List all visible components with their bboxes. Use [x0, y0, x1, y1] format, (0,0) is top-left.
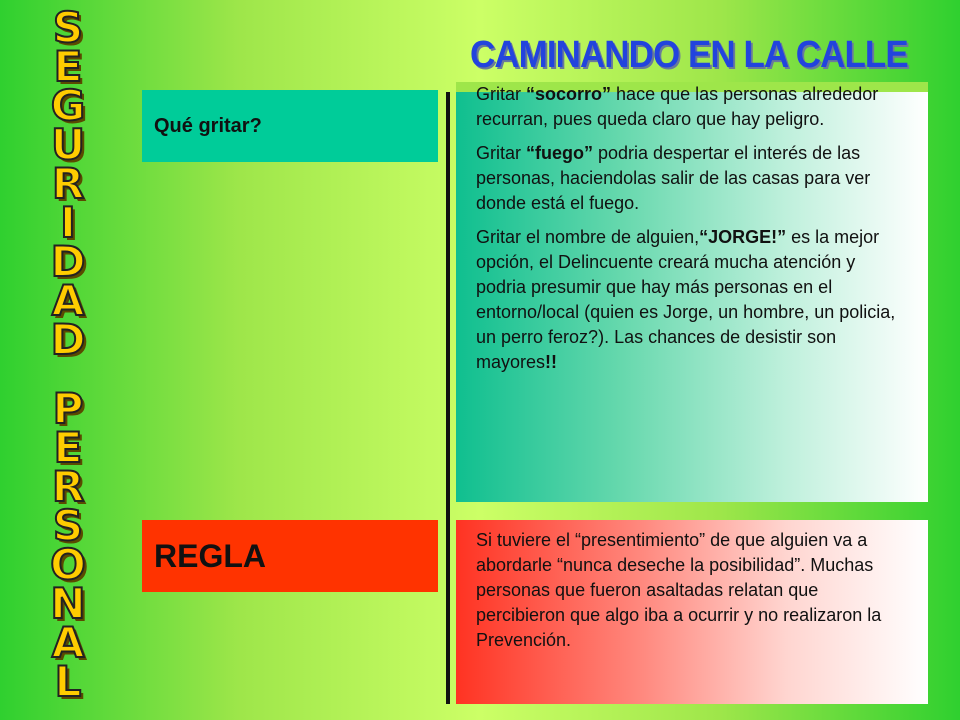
- emphasis-fuego: “fuego”: [526, 143, 594, 163]
- title-letter: O: [50, 540, 86, 589]
- title-letter: E: [53, 42, 83, 91]
- title-letter: A: [51, 276, 85, 325]
- title-letter: R: [51, 462, 85, 511]
- title-letter: R: [51, 159, 85, 208]
- paragraph-jorge: [476, 225, 902, 375]
- title-letter: G: [50, 81, 86, 130]
- text-span: Gritar el nombre de alguien,: [476, 227, 700, 247]
- title-letter: S: [52, 501, 84, 550]
- question-label-box: [142, 90, 438, 162]
- title-letter: S: [52, 3, 84, 52]
- emphasis-exclamation: !!: [545, 352, 558, 372]
- title-letter: E: [53, 423, 83, 472]
- slide-title: CAMINANDO EN LA CALLE: [470, 34, 908, 76]
- paragraph-fuego: [476, 141, 902, 216]
- rule-paragraph: Si tuviere el “presentimiento” de que alguien va a abordarle “nunca deseche la posibilidad”. Muchas personas que fueron asaltadas relatan que percibieron que algo iba a ocurrir y no realizaron la Prevención.: [476, 530, 882, 650]
- title-letter: A: [51, 618, 85, 667]
- rule-panel: [456, 520, 928, 704]
- shout-options-panel: [456, 82, 928, 502]
- question-label: Qué gritar?: [154, 114, 262, 137]
- title-letter: D: [50, 237, 86, 286]
- emphasis-socorro: “socorro”: [526, 84, 612, 104]
- emphasis-jorge: “JORGE!”: [699, 227, 787, 247]
- text-span: hace que las personas alrededor recurran, pues queda claro que hay peligro.: [476, 84, 879, 129]
- vertical-divider: [446, 92, 450, 704]
- text-span: es la mejor opción, el Delincuente creará mucha atención y podria presumir que hay más personas en el entorno/local (quien es Jorge, un hombre, un policia, un perro feroz?). Las chances de desistir son mayores: [476, 227, 896, 372]
- title-letter: I: [60, 198, 76, 247]
- text-span: podria despertar el interés de las personas, haciendolas salir de las casas para ver donde está el fuego.: [476, 143, 871, 213]
- rule-label: REGLA: [154, 537, 266, 574]
- text-span: Gritar: [476, 143, 527, 163]
- vertical-title: [28, 3, 108, 706]
- rule-label-box: [142, 520, 438, 592]
- title-letter: D: [50, 315, 86, 364]
- vertical-word-personal: [50, 384, 86, 706]
- title-letter: P: [52, 384, 84, 433]
- vertical-word-seguridad: [50, 3, 86, 364]
- paragraph-socorro: [476, 82, 902, 132]
- title-letter: U: [50, 120, 86, 169]
- title-letter: L: [54, 657, 82, 706]
- title-letter: N: [50, 579, 86, 628]
- text-span: Gritar: [476, 84, 527, 104]
